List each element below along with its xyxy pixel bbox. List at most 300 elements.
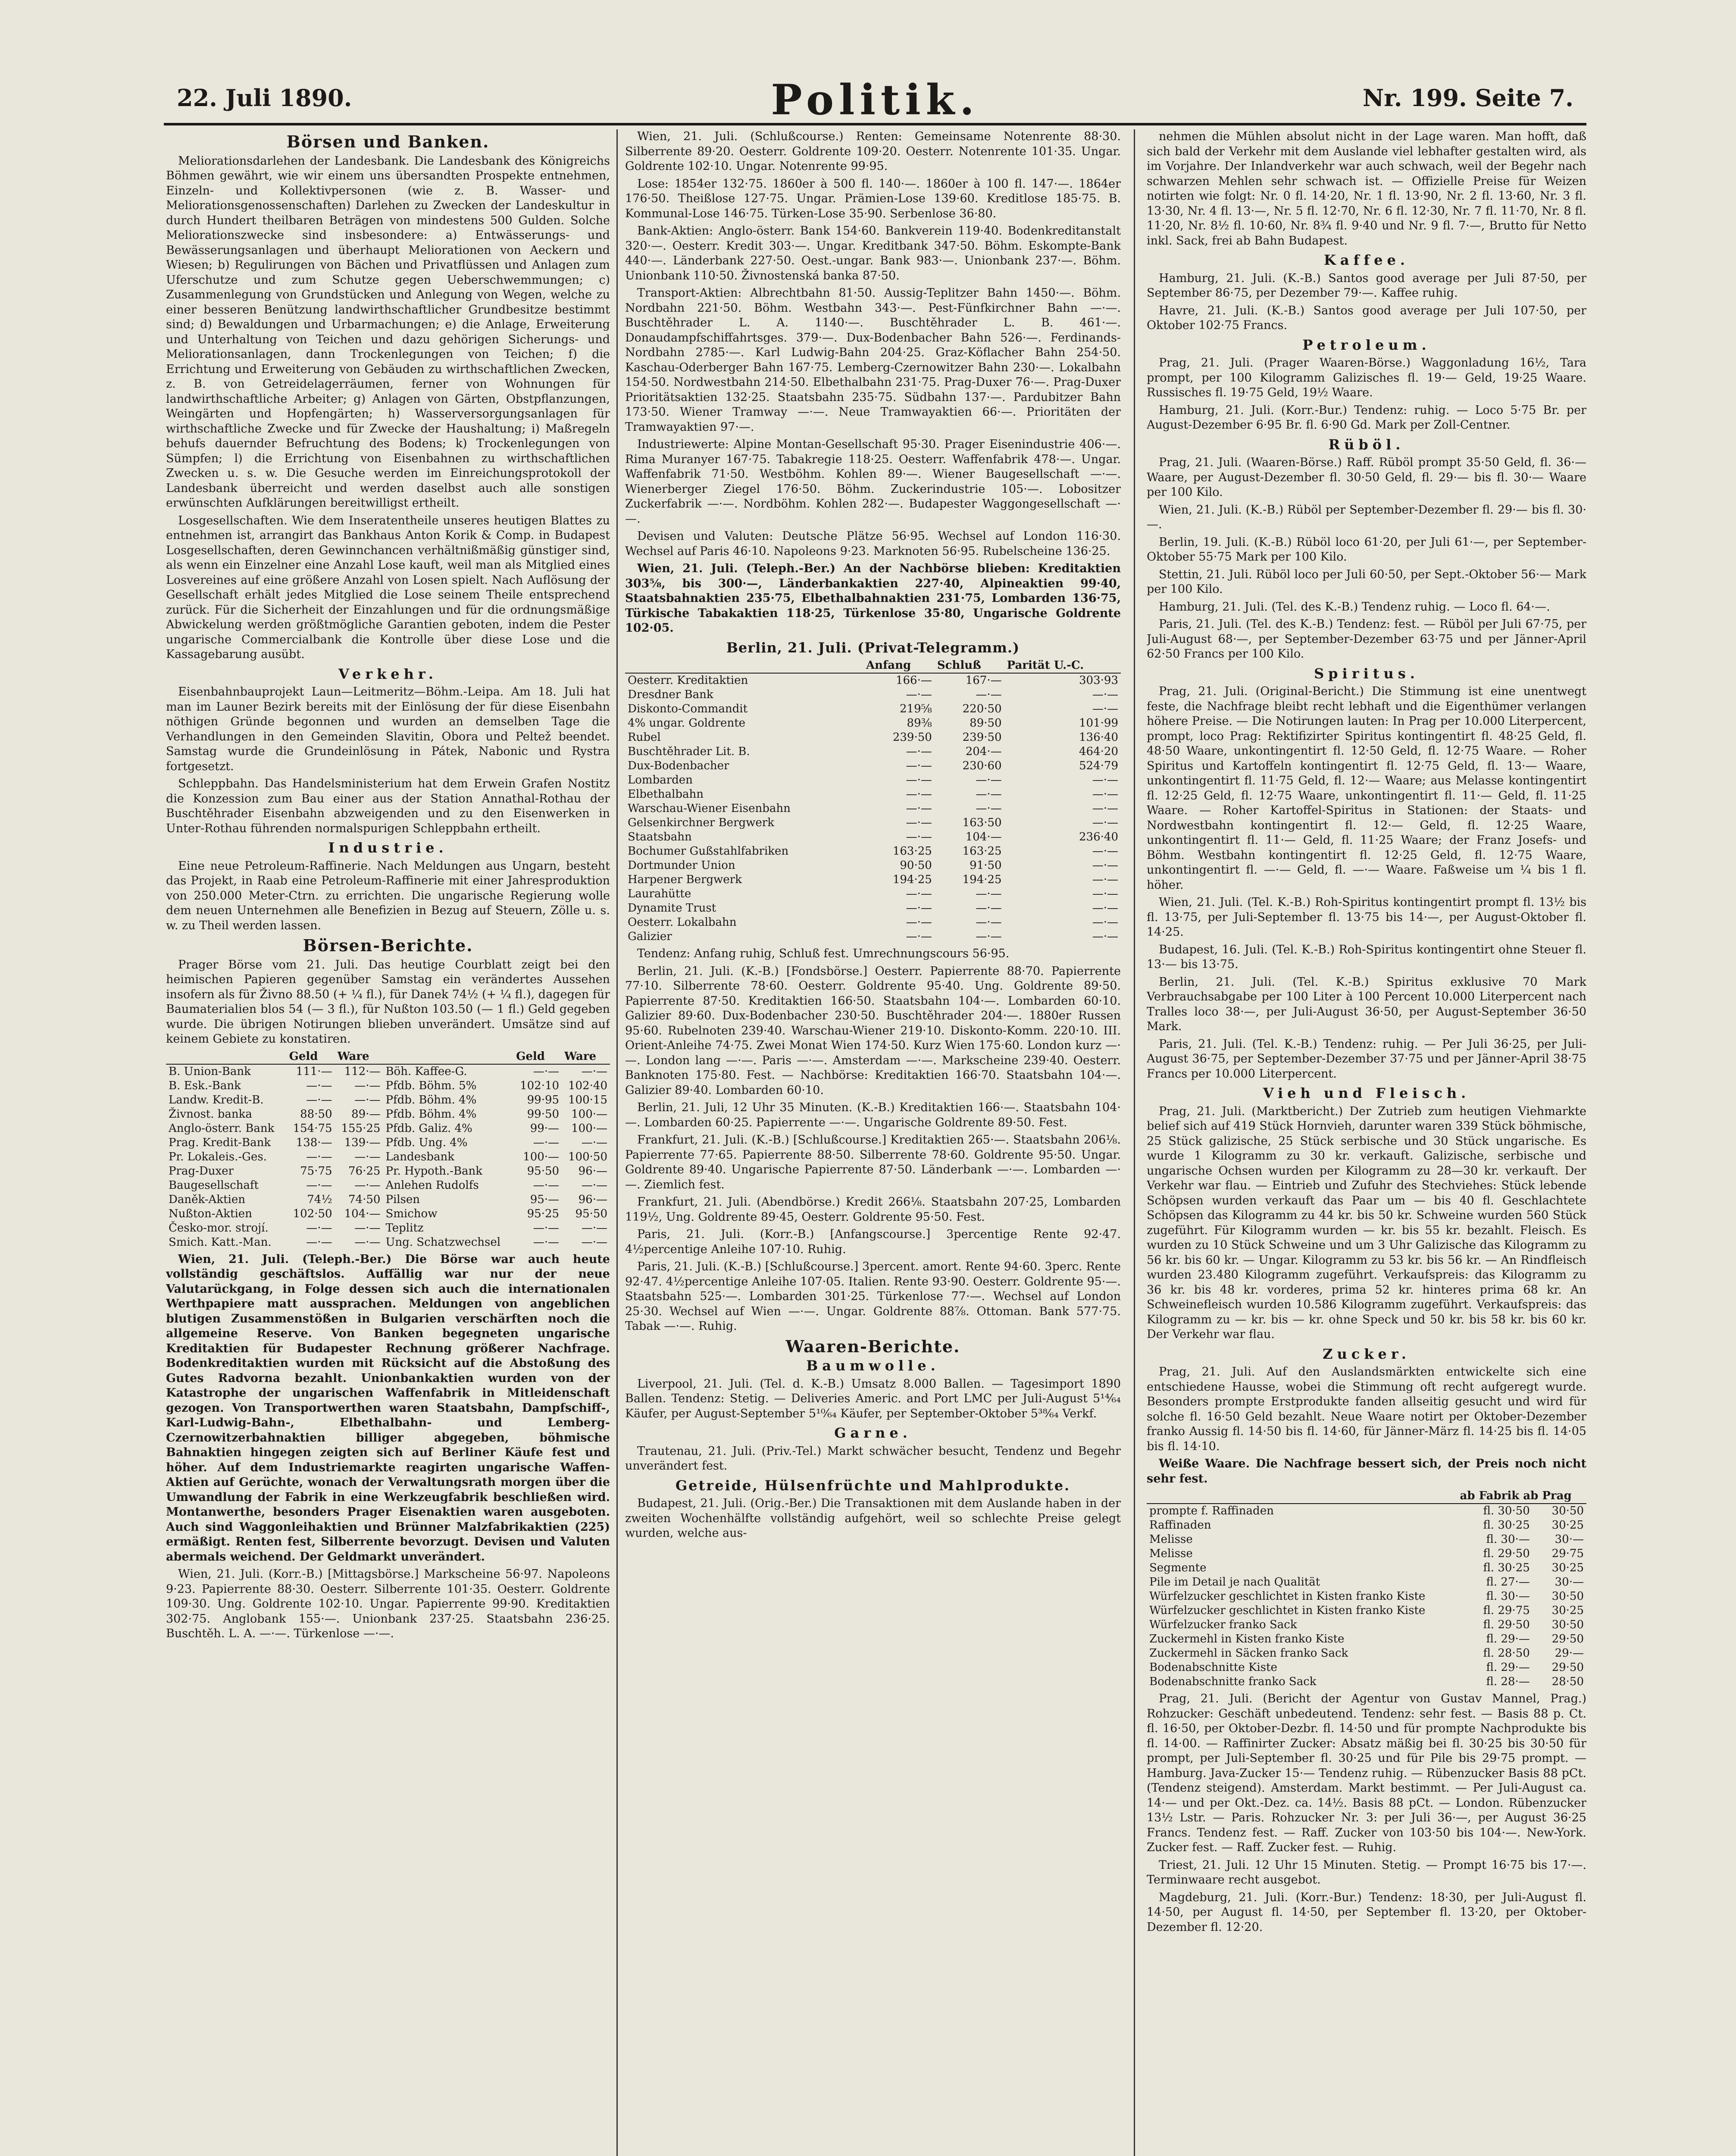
- article-paragraph: Budapest, 21. Juli. (Orig.-Ber.) Die Transaktionen mit dem Auslande haben in der zweiten Wochenhälfte vollständig aufgehört, weil so schlechte Preise gelegt wurden, welche aus-: [625, 1497, 1121, 1540]
- article-paragraph: Lose: 1854er 132·75. 1860er à 500 fl. 140·—. 1860er à 100 fl. 147·—. 1864er 176·50. Theißlose 127·75. Ungar. Prämien-Lose 139·60. Kreditlose 185·75. B. Kommunal-Lose 146·75. Türken-Lose 35·90. Serbenlose 36·80.: [625, 177, 1121, 220]
- table-cell: —·—: [906, 887, 932, 900]
- table-cell: 464·20: [1079, 745, 1118, 758]
- table-cell: —·—: [306, 1150, 332, 1163]
- article-paragraph: Bank-Aktien: Anglo-österr. Bank 154·60. Bankverein 119·40. Bodenkreditanstalt 320·—. Oesterr. Kredit 303·—. Ungar. Kreditbank 347·50. Böhm. Eskompte-Bank 440·—. Länderbank 227·50. Oest.-ungar. Bank 983·—. Unionbank 237·—. Böhm. Unionbank 110·50. Živnostenská banka 87·50.: [625, 224, 1121, 282]
- table-cell: —·—: [1092, 916, 1118, 929]
- table-cell: —·—: [354, 1150, 381, 1163]
- article-paragraph: Prag, 21. Juli. (Original-Bericht.) Die Stimmung ist eine unentwegt feste, die Nachfrage bleibt recht lebhaft und die Eigenthümer verlangen höhere Preise. — Die Notirungen lauten: In Prag per 10.000 Literpercent, prompt, loco Prag: Rektifizirter Spiritus kontingentirt fl. 48·25 Geld, fl. 48·50 Waare, unkontingentirt fl. 12·50 Geld, fl. 12·75 Waare. — Roher Spiritus und Kartoffeln kontingentirt fl. 12·75 Geld, fl. 13·— Waare, unkontingentirt fl. 11·75 Geld, fl. 12·— Waare; aus Melasse kontingentirt fl. 12·25 Geld, fl. 12·75 Waare, unkontingentirt fl. 11·— Geld, fl. 11·25 Waare. — Roher Kartoffel-Spiritus in Stationen: der Staats- und Nordwestbahn kontingentirt fl. 12·— Geld, fl. 12·25 Waare, unkontingentirt fl. 11·— Geld, fl. 11·25 Waare; der Franz Josefs- und Böhm. Westbahn kontingentirt fl. 12·25 Geld, fl. 12·75 Waare, unkontingentirt fl. —·— Geld, fl. —·— Waare. Faßweise um ¼ bis 1 fl. höher.: [1147, 685, 1586, 892]
- article-paragraph: Tendenz: Anfang ruhig, Schluß fest. Umrechnungscours 56·95.: [637, 947, 1010, 960]
- table-cell: —·—: [306, 1093, 332, 1106]
- table-row: [625, 673, 1121, 688]
- table-cell: —·—: [306, 1079, 332, 1092]
- table-cell: 236·40: [1079, 830, 1118, 843]
- table-row: [166, 1221, 610, 1235]
- article-paragraph: Industriewerte: Alpine Montan-Gesellschaft 95·30. Prager Eisenindustrie 406·—. Rima Muranyer 167·75. Tabakregie 118·25. Oesterr. Waffenfabrik 478·—. Ungar. Waffenfabrik 71·50. Westböhm. Kohlen 89·—. Wiener Baugesellschaft —·—. Wienerberger Ziegel 176·50. Böhm. Zuckerindustrie 105·—. Lobositzer Zuckerfabrik —·—. Nordböhm. Kohlen 282·—. Budapester Waggongesellschaft —·—.: [625, 438, 1121, 526]
- table-cell: 102·50: [293, 1207, 332, 1220]
- table-cell: 239·50: [892, 731, 932, 744]
- table-cell: Pfdb. Ung. 4%: [385, 1136, 468, 1149]
- table-cell: 100·—: [571, 1107, 607, 1121]
- table-cell: 28·50: [1551, 1675, 1584, 1688]
- table-cell: Würfelzucker geschlichtet in Kisten franko Kiste: [1149, 1604, 1426, 1617]
- table-row: [1147, 1575, 1586, 1589]
- table-cell: —·—: [1092, 788, 1118, 801]
- table-cell: —·—: [1092, 702, 1118, 715]
- table-row: [625, 887, 1121, 901]
- table-row: [1147, 1561, 1586, 1575]
- table-cell: 99·—: [530, 1122, 560, 1135]
- table-cell: 95·25: [527, 1207, 560, 1220]
- table-header-row: [625, 658, 1121, 673]
- table-row: [1147, 1618, 1586, 1632]
- table-row: [166, 1235, 610, 1250]
- table-cell: 95·50: [527, 1164, 560, 1178]
- table-row: [625, 802, 1121, 816]
- table-cell: fl. 30·—: [1486, 1533, 1530, 1546]
- table-cell: —·—: [533, 1065, 560, 1078]
- table-row: [625, 915, 1121, 930]
- section-title: Waaren-Berichte.: [785, 1336, 960, 1356]
- table-header-cell: Ware: [335, 1050, 383, 1064]
- table-row: [625, 930, 1121, 944]
- article-paragraph: Prag, 21. Juli. (Marktbericht.) Der Zutrieb zum heutigen Viehmarkte belief sich auf 419 Stück Hornvieh, darunter waren 339 Stück böhmische, 25 Stück galizische, 25 Stück serbische und 30 Stück ungarische. Es wurde 1 Kilogramm zu 30 kr. verkauft. Galizische, serbische und ungarische Ochsen wurden per Kilogramm zu 28—30 kr. verkauft. Der Verkehr war flau. — Eintrieb und Zufuhr des Stechviehes: Stück lebende Schöpsen wurden verkauft das Paar um — bis 40 fl. Geschlachtete Schöpsen das Kilogramm zu 44 kr. bis 50 kr. Schweine wurden 560 Stück zugeführt. Für Kilogramm wurden — kr. bis 55 kr. bezahlt. Fleisch. Es wurden zu 10 Stück Schweine und um 3 Uhr Galizische das Kilogramm zu 56 kr. bis 60 kr. — Ungar. Kilogramm zu 53 kr. bis 56 kr. — An Rindfleisch wurden 23.480 Kilogramm zugeführt. Verkaufspreis: das Kilogramm zu 36 kr. bis 48 kr. vorderes, prima 52 kr. hinteres prima 68 kr. An Schweinefleisch wurden 10.586 Kilogramm zugeführt. Verkaufspreis: das Kilogramm zu — kr. bis — kr. ohne Speck und 50 kr. bis 58 kr. bis 60 kr. Der Verkehr war flau.: [1147, 1104, 1586, 1341]
- table-cell: —·—: [354, 1235, 381, 1249]
- table-cell: 100·—: [571, 1122, 607, 1135]
- section-title: Börsen und Banken.: [286, 132, 490, 151]
- article-paragraph: Trautenau, 21. Juli. (Priv.-Tel.) Markt schwächer besucht, Tendenz und Begehr unverändert fest.: [625, 1444, 1121, 1473]
- table-cell: Pr. Lokaleis.-Ges.: [169, 1150, 267, 1163]
- table-cell: —·—: [306, 1221, 332, 1235]
- table-cell: —·—: [976, 916, 1002, 929]
- table-cell: 303·93: [1079, 674, 1118, 687]
- column-2: [625, 129, 1121, 2156]
- table-cell: 95·—: [530, 1193, 560, 1206]
- table-cell: 76·25: [348, 1164, 381, 1178]
- table-header-row: [1147, 1489, 1586, 1504]
- table-row: [625, 859, 1121, 873]
- table-cell: Baugesellschaft: [169, 1178, 259, 1192]
- table-cell: Oesterr. Kreditaktien: [628, 674, 748, 687]
- table-cell: —·—: [354, 1093, 381, 1106]
- prague-quotes-table: [166, 1050, 610, 1250]
- table-cell: fl. 27·—: [1486, 1576, 1530, 1589]
- table-header-cell: ab Fabrik ab Prag: [1458, 1489, 1586, 1504]
- table-row: [1147, 1589, 1586, 1604]
- table-cell: 136·40: [1079, 731, 1118, 744]
- table-cell: Pfdb. Böhm. 5%: [385, 1079, 477, 1092]
- table-cell: 90·50: [900, 859, 932, 872]
- table-header-row: [166, 1050, 610, 1064]
- table-cell: —·—: [533, 1178, 560, 1192]
- table-cell: 138·—: [296, 1136, 332, 1149]
- table-cell: 163·50: [962, 816, 1002, 829]
- table-row: [625, 688, 1121, 702]
- table-cell: 239·50: [962, 731, 1002, 744]
- table-cell: 91·50: [970, 859, 1002, 872]
- table-cell: —·—: [533, 1221, 560, 1235]
- article-paragraph: Magdeburg, 21. Juli. (Korr.-Bur.) Tendenz: 18·30, per Juli-August fl. 14·50, per August fl. 14·50, per September fl. 13·20, per Oktober-Dezember fl. 12·20.: [1147, 1890, 1586, 1934]
- table-cell: 4% ungar. Goldrente: [628, 717, 746, 730]
- table-cell: —·—: [354, 1079, 381, 1092]
- article-paragraph: Paris, 21. Juli. (Korr.-B.) [Anfangscourse.] 3percentige Rente 92·47. 4½percentige Anleihe 107·10. Ruhig.: [625, 1228, 1121, 1256]
- table-cell: Würfelzucker geschlichtet in Kisten franko Kiste: [1149, 1590, 1426, 1603]
- article-paragraph: Prag, 21. Juli. (Prager Waaren-Börse.) Waggonladung 16½, Tara prompt, per 100 Kilogramm Galizisches fl. 19·— Geld, 19·25 Waare. Russisches fl. 19·75 Geld, 19½ Waare.: [1147, 356, 1586, 399]
- table-cell: 30·50: [1551, 1618, 1584, 1631]
- article-paragraph: Wien, 21. Juli. (Teleph.-Ber.) Die Börse war auch heute vollständig geschäftslos. Auffällig war nur der neue Valutarückgang, in Folge dessen sich auch die internationalen Werthpapiere matt aussprachen. Meldungen von angeblichen blutigen Zusammenstößen in Bulgarien verschärften noch die allgemeine Reserve. Von Banken begegneten ungarische Kreditaktien für Budapester Rechnung größerer Nachfrage. Bodenkreditaktien wurden mit Rücksicht auf die Abstoßung des Gutes Radvorna bezahlt. Unionbankaktien wurden von der Katastrophe der ungarischen Waffenfabrik in Mitleidenschaft gezogen. Von Transportwerthen waren Staatsbahn, Dampfschiff-, Karl-Ludwig-Bahn-, Elbethalbahn- und Lemberg-Czernowitzerbahnaktien billiger abgegeben, böhmische Bahnaktien hingegen zeigten sich auf Berliner Käufe fest und höher. Auf dem Industriemarkte reagirten ungarische Waffen-Aktien auf Gerüchte, wonach der Verwaltungsrath morgen über die Umwandlung der Fabrik in eine Werkzeugfabrik beschließen wird. Montanwerthe, besonders Prager Eisenaktien waren ausgeboten. Auch sind Waggonleihaktien und Brünner Malzfabrikaktien (225) ermäßigt. Renten fest, Silberrente bevorzugt. Devisen und Valuten abermals weichend. Der Geldmarkt unverändert.: [166, 1252, 610, 1564]
- table-row: [166, 1064, 610, 1079]
- table-row: [625, 901, 1121, 915]
- table-cell: 219⅝: [900, 702, 932, 715]
- table-cell: Harpener Bergwerk: [628, 873, 742, 886]
- table-cell: —·—: [581, 1235, 607, 1249]
- section-subtitle: Vieh und Fleisch.: [1263, 1085, 1470, 1101]
- table-cell: —·—: [1092, 816, 1118, 829]
- table-cell: fl. 29·—: [1486, 1661, 1530, 1674]
- table-cell: Nußton-Aktien: [169, 1207, 252, 1220]
- table-cell: —·—: [581, 1221, 607, 1235]
- table-row: [625, 745, 1121, 759]
- column-divider: [616, 129, 618, 2156]
- table-cell: 194·25: [962, 873, 1002, 886]
- table-cell: Elbethalbahn: [628, 788, 704, 801]
- article-paragraph: Wien, 21. Juli. (Tel. K.-B.) Roh-Spiritus kontingentirt prompt fl. 13½ bis fl. 13·75, per Juli-September fl. 13·75 bis 14·—, per August-Oktober fl. 14·25.: [1147, 896, 1586, 939]
- table-cell: 100·50: [568, 1150, 607, 1163]
- table-cell: Smich. Katt.-Man.: [169, 1235, 272, 1249]
- table-header-cell: [383, 1050, 513, 1064]
- table-row: [625, 759, 1121, 773]
- table-cell: —·—: [906, 916, 932, 929]
- table-cell: 194·25: [892, 873, 932, 886]
- table-cell: —·—: [1092, 802, 1118, 815]
- table-cell: 100·15: [568, 1093, 607, 1106]
- table-cell: 29·50: [1551, 1661, 1584, 1674]
- article-paragraph: Wien, 21. Juli. (Teleph.-Ber.) An der Nachbörse blieben: Kreditaktien 303⅝, bis 300·—, Länderbankaktien 227·40, Alpineaktien 99·40, Staatsbahnaktien 235·75, Elbethalbahnaktien 231·75, Lombarden 136·75, Türkische Tabakaktien 118·25, Türkenlose 35·80, Ungarische Goldrente 102·05.: [625, 562, 1121, 635]
- table-row: [625, 702, 1121, 716]
- section-subtitle: Rüböl.: [1328, 436, 1405, 453]
- table-row: [1147, 1604, 1586, 1618]
- table-cell: fl. 28·—: [1486, 1675, 1530, 1688]
- article-paragraph: Prag, 21. Juli. (Waaren-Börse.) Raff. Rüböl prompt 35·50 Geld, fl. 36·— Waare, per August-Dezember fl. 30·50 Geld, fl. 29·— bis fl. 30·— Waare per 100 Kilo.: [1147, 456, 1586, 499]
- section-title: Börsen-Berichte.: [303, 936, 473, 955]
- table-cell: Staatsbahn: [628, 830, 692, 843]
- table-cell: fl. 29·75: [1483, 1604, 1530, 1617]
- table-header-cell: Schluß: [935, 658, 1004, 673]
- table-header-cell: [625, 658, 863, 673]
- table-cell: —·—: [306, 1235, 332, 1249]
- table-row: [166, 1150, 610, 1164]
- table-cell: 75·75: [300, 1164, 332, 1178]
- article-paragraph: Transport-Aktien: Albrechtbahn 81·50. Aussig-Teplitzer Bahn 1450·—. Böhm. Nordbahn 221·50. Böhm. Westbahn 343·—. Pest-Fünfkirchner Bahn —·—. Buschtěhrader L. A. 1140·—. Buschtěhrader L. B. 461·—. Donaudampfschiffahrtsges. 379·—. Dux-Bodenbacher Bahn 526·—. Ferdinands-Nordbahn 2785·—. Karl Ludwig-Bahn 204·25. Graz-Köflacher Bahn 254·50. Kaschau-Oderberger Bahn 167·75. Lemberg-Czernowitzer Bahn 230·—. Lokalbahn 154·50. Nordwestbahn 214·50. Elbethalbahn 231·75. Prag-Duxer 76·—. Prag-Duxer Prioritätsaktien 132·25. Staatsbahn 235·75. Südbahn 137·—. Pardubitzer Bahn 173·50. Wiener Tramway —·—. Neue Tramwayaktien 66·—. Prioritäten der Tramwayaktien 97·—.: [625, 286, 1121, 434]
- table-cell: Rubel: [628, 731, 661, 744]
- table-row: [625, 716, 1121, 730]
- sugar-prices-table: [1147, 1489, 1586, 1689]
- table-cell: Landw. Kredit-B.: [169, 1093, 264, 1106]
- table-cell: —·—: [306, 1178, 332, 1192]
- table-cell: 163·25: [892, 845, 932, 858]
- section-subtitle: Zucker.: [1323, 1345, 1411, 1362]
- table-cell: 104·—: [965, 830, 1002, 843]
- table-cell: —·—: [1092, 845, 1118, 858]
- table-cell: —·—: [581, 1178, 607, 1192]
- table-cell: 96·—: [578, 1193, 607, 1206]
- table-cell: 30·25: [1551, 1561, 1584, 1574]
- table-cell: Pile im Detail je nach Qualität: [1149, 1576, 1320, 1589]
- table-row: [166, 1107, 610, 1122]
- table-cell: —·—: [976, 788, 1002, 801]
- table-cell: —·—: [1092, 902, 1118, 915]
- table-cell: 99·95: [527, 1093, 560, 1106]
- table-cell: fl. 29·—: [1486, 1633, 1530, 1645]
- table-cell: —·—: [906, 830, 932, 843]
- column-divider: [1134, 129, 1135, 2156]
- table-cell: —·—: [906, 802, 932, 815]
- table-row: [625, 773, 1121, 787]
- table-header-cell: [166, 1050, 287, 1064]
- table-cell: Melisse: [1149, 1547, 1193, 1560]
- table-row: [166, 1193, 610, 1207]
- table-cell: —·—: [906, 774, 932, 787]
- table-cell: —·—: [581, 1065, 607, 1078]
- header-title: Politik.: [771, 75, 979, 124]
- section-subtitle: Baumwolle.: [806, 1357, 940, 1374]
- table-cell: —·—: [1092, 859, 1118, 872]
- table-cell: —·—: [906, 902, 932, 915]
- article-paragraph: Berlin, 21. Juli. (K.-B.) [Fondsbörse.] Oesterr. Papierrente 88·70. Papierrente 77·10. Silberrente 78·60. Oesterr. Goldrente 95·40. Ung. Goldrente 89·50. Papierrente 87·50. Kreditaktien 166·50. Staatsbahn 104·—. Lombarden 60·10. Galizier 89·60. Dux-Bodenbacher 230·50. Buschtěhrader 204·—. 1880er Russen 95·60. Rubelnoten 239·40. Warschau-Wiener 219·10. Diskonto-Komm. 220·10. III. Orient-Anleihe 74·75. Zwei Monat Wien 174·50. Kurz Wien 175·60. London kurz —·—. London lang —·—. Paris —·—. Amsterdam —·—. Markscheine 239·40. Oesterr. Banknoten 175·80. Fest. — Nachbörse: Kreditaktien 166·70. Staatsbahn 104·—. Galizier 89·40. Lombarden 60·10.: [625, 964, 1121, 1097]
- table-cell: 155·25: [341, 1122, 381, 1135]
- table-cell: Pfdb. Böhm. 4%: [385, 1093, 477, 1106]
- table-row: [166, 1093, 610, 1107]
- table-cell: —·—: [1092, 688, 1118, 701]
- header-date: 22. Juli 1890.: [177, 84, 352, 112]
- table-cell: 29·75: [1551, 1547, 1584, 1560]
- table-cell: fl. 30·25: [1483, 1561, 1530, 1574]
- table-cell: Galizier: [628, 930, 672, 943]
- article-paragraph: Stettin, 21. Juli. Rüböl loco per Juli 60·50, per Sept.-Oktober 56·— Mark per 100 Kilo.: [1147, 567, 1586, 596]
- table-row: [166, 1164, 610, 1178]
- table-cell: 89⅜: [907, 717, 932, 730]
- table-cell: Bodenabschnitte franko Sack: [1149, 1675, 1317, 1688]
- article-paragraph: Wien, 21. Juli. (Schlußcourse.) Renten: Gemeinsame Notenrente 88·30. Silberrente 89·20. Oesterr. Goldrente 109·20. Oesterr. Notenrente 101·35. Ungar. Goldrente 102·10. Ungar. Notenrente 99·95.: [625, 130, 1121, 173]
- table-cell: Ung. Schatzwechsel: [385, 1235, 501, 1249]
- table-cell: Landesbank: [385, 1150, 454, 1163]
- table-row: [625, 730, 1121, 745]
- section-subtitle: Verkehr.: [338, 665, 438, 682]
- page-header: [164, 75, 1586, 125]
- table-cell: 74½: [307, 1193, 332, 1206]
- article-paragraph: Liverpool, 21. Juli. (Tel. d. K.-B.) Umsatz 8.000 Ballen. — Tagesimport 1890 Ballen. Tendenz: Stetig. — Deliveries Americ. and Port LMC per Juli-August 5¹⁴⁄₆₄ Käufer, per August-September 5¹⁰⁄₆₄ Käufer, per September-Oktober 5³⁸⁄₆₄ Verkf.: [625, 1377, 1121, 1420]
- table-cell: Pfdb. Böhm. 4%: [385, 1107, 477, 1121]
- table-cell: Bodenabschnitte Kiste: [1149, 1661, 1277, 1674]
- article-paragraph: Weiße Waare. Die Nachfrage bessert sich, der Preis noch nicht sehr fest.: [1147, 1457, 1586, 1485]
- table-cell: Dortmunder Union: [628, 859, 735, 872]
- table-cell: 112·—: [344, 1065, 381, 1078]
- table-cell: Segmente: [1149, 1561, 1207, 1574]
- table-row: [625, 873, 1121, 887]
- table-cell: 29·50: [1551, 1633, 1584, 1645]
- article-paragraph: Paris, 21. Juli. (Tel. des K.-B.) Tendenz: fest. — Rüböl per Juli 67·75, per Juli-August 68·—, per September-Dezember 63·75 und per Jänner-April 62·50 Francs per 100 Kilo.: [1147, 617, 1586, 661]
- table-cell: Pr. Hypoth.-Bank: [385, 1164, 483, 1178]
- article-paragraph: Eine neue Petroleum-Raffinerie. Nach Meldungen aus Ungarn, besteht das Projekt, in Raab eine Petroleum-Raffinerie mit einer Jahresproduktion von 250.000 Meter-Ctrn. zu errichten. Die ungarische Regierung wolle dem neuen Unternehmen alle Benefizien in Bezug auf Steuern, Zölle u. s. w. zu Theil werden lassen.: [166, 859, 610, 932]
- table-header-cell: Anfang: [863, 658, 935, 673]
- table-cell: 163·25: [962, 845, 1002, 858]
- article-paragraph: Hamburg, 21. Juli. (K.-B.) Santos good average per Juli 87·50, per September 86·75, per Dezember 79·—. Kaffee ruhig.: [1147, 271, 1586, 300]
- table-row: [166, 1079, 610, 1093]
- table-cell: —·—: [976, 774, 1002, 787]
- table-cell: Pfdb. Galiz. 4%: [385, 1122, 472, 1135]
- table-row: [1147, 1532, 1586, 1547]
- table-cell: 101·99: [1079, 717, 1118, 730]
- table-cell: 524·79: [1079, 759, 1118, 772]
- section-subtitle: Industrie.: [328, 840, 448, 856]
- article-paragraph: Wien, 21. Juli. (K.-B.) Rüböl per September-Dezember fl. 29·— bis fl. 30·—.: [1147, 503, 1586, 531]
- table-cell: 30·25: [1551, 1519, 1584, 1532]
- article-paragraph: Prager Börse vom 21. Juli. Das heutige Courblatt zeigt bei den heimischen Papieren gegenüber Samstag ein verändertes Aussehen insofern als für Živno 88.50 (+ ¼ fl.), für Danek 74½ (+ ¼ fl.), dagegen für Baumaterialien blos 54 (— 3 fl.), für Nußton 103.50 (— 1 fl.) Geld gegeben wurde. Die übrigen Notirungen blieben unverändert. Umsätze sind auf keinem Gebiete zu konstatiren.: [166, 958, 610, 1046]
- table-cell: 96·—: [578, 1164, 607, 1178]
- table-row: [1147, 1661, 1586, 1675]
- table-row: [166, 1207, 610, 1221]
- table-row: [625, 816, 1121, 830]
- table-cell: —·—: [1092, 774, 1118, 787]
- table-cell: —·—: [976, 688, 1002, 701]
- table-cell: —·—: [976, 802, 1002, 815]
- article-paragraph: Losgesellschaften. Wie dem Inseratentheile unseres heutigen Blattes zu entnehmen ist, arrangirt das Bankhaus Anton Korik & Comp. in Budapest Losgesellschaften, deren Gewinnchancen verhältnißmäßig günstiger sind, als wenn ein Einzelner eine Anzahl Lose kauft, weil man als Mitglied eines Losvereines auf eine größere Anzahl von Losen spielt. Nach Auflösung der Gesellschaft erhält jedes Mitglied die Lose seinem Theile entsprechend zurück. Für die Sicherheit der Einzahlungen und für die ordnungsmäßige Abwickelung werden größtmögliche Garantien geboten, indem die Pester ungarische Commercialbank die Kontrolle über diese Lose und die Kassagebarung ausübt.: [166, 514, 610, 661]
- table-cell: fl. 28·50: [1483, 1647, 1530, 1660]
- table-header-cell: Geld: [287, 1050, 335, 1064]
- table-cell: fl. 29·50: [1483, 1547, 1530, 1560]
- table-cell: 88·50: [300, 1107, 332, 1121]
- table-cell: —·—: [1092, 930, 1118, 943]
- table-cell: Daněk-Aktien: [169, 1193, 245, 1206]
- article-paragraph: nehmen die Mühlen absolut nicht in der Lage waren. Man hofft, daß sich bald der Verkehr mit dem Auslande viel lebhafter gestalten wird, als im Vorjahre. Der Inlandverkehr war auch schwach, weil der Begehr nach schwarzen Mehlen sehr schwach ist. — Offizielle Preise für Weizen notirten wie folgt: Nr. 0 fl. 14·20, Nr. 1 fl. 13·90, Nr. 2 fl. 13·60, Nr. 3 fl. 13·30, Nr. 4 fl. 13·—, Nr. 5 fl. 12·70, Nr. 6 fl. 12·30, Nr. 7 fl. 11·70, Nr. 8 fl. 11·20, Nr. 8½ fl. 10·60, Nr. 8¾ fl. 9·40 und Nr. 9 fl. 7·—, Brutto für Netto inkl. Sack, frei ab Bahn Budapest.: [1147, 130, 1586, 248]
- article-paragraph: Prag, 21. Juli. (Bericht der Agentur von Gustav Mannel, Prag.) Rohzucker: Geschäft unbedeutend. Tendenz: sehr fest. — Basis 88 p. Ct. fl. 16·50, per Oktober-Dezbr. fl. 14·50 und für prompte Nachprodukte bis fl. 14·00. — Raffinirter Zucker: Absatz mäßig bei fl. 30·25 bis 30·50 für prompt, per Juli-September fl. 30·25 und für Pile bis 29·75 prompt. — Hamburg. Java-Zucker 15·— Tendenz ruhig. — Rübenzucker Basis 88 pCt. (Tendenz steigend). Amsterdam. Markt bestimmt. — Per Juli-August ca. 14·— und per Okt.-Dez. ca. 14½. Basis 88 pCt. — London. Rübenzucker 13½ Lstr. — Paris. Rohzucker Nr. 3: per Juli 36·—, per August 36·25 Francs. Tendenz fest. — Raff. Zucker von 103·50 bis 104·—. New-York. Zucker fest. — Raff. Zucker fest. — Ruhig.: [1147, 1692, 1586, 1854]
- table-cell: —·—: [1092, 873, 1118, 886]
- table-cell: 102·40: [568, 1079, 607, 1092]
- table-cell: —·—: [354, 1221, 381, 1235]
- article-paragraph: Hamburg, 21. Juli. (Korr.-Bur.) Tendenz: ruhig. — Loco 5·75 Br. per August-Dezember 6·95 Br. fl. 6·90 Gd. Mark per Zoll-Centner.: [1147, 403, 1586, 432]
- table-cell: 30·50: [1551, 1504, 1584, 1517]
- section-subtitle: Getreide, Hülsenfrüchte und Mahlprodukte.: [675, 1477, 1071, 1494]
- table-cell: B. Union-Bank: [169, 1065, 251, 1078]
- table-cell: Melisse: [1149, 1533, 1193, 1546]
- article-paragraph: Berlin, 21. Juli. (Tel. K.-B.) Spiritus exklusive 70 Mark Verbrauchsabgabe per 100 Liter à 100 Percent 10.000 Literpercent nach Tralles loco 38·—, per Juli-August 36·50, per August-September 36·50 Mark.: [1147, 975, 1586, 1033]
- table-row: [1147, 1547, 1586, 1561]
- table-cell: —·—: [581, 1136, 607, 1149]
- table-cell: 30·—: [1555, 1576, 1584, 1589]
- table-cell: Česko-mor. strojí.: [169, 1221, 269, 1235]
- table-cell: 154·75: [293, 1122, 332, 1135]
- table-cell: —·—: [906, 788, 932, 801]
- article-paragraph: Budapest, 16. Juli. (Tel. K.-B.) Roh-Spiritus kontingentirt ohne Steuer fl. 13·— bis 13·75.: [1147, 943, 1586, 971]
- table-cell: Raffinaden: [1149, 1519, 1211, 1532]
- table-cell: 167·—: [965, 674, 1002, 687]
- table-cell: Würfelzucker franko Sack: [1149, 1618, 1297, 1631]
- section-subtitle: Petroleum.: [1302, 336, 1431, 353]
- berlin-table-title: Berlin, 21. Juli. (Privat-Telegramm.): [726, 639, 1020, 656]
- article-paragraph: Prag, 21. Juli. Auf den Auslandsmärkten entwickelte sich eine entschiedene Hausse, wobei die Stimmung oft recht aufgeregt wurde. Besonders prompte Erstprodukte fanden allseitig gesucht und wird für solche fl. 16·50 Geld bezahlt. Neue Waare notirt per Oktober-Dezember franko Aussig fl. 14·50 bis fl. 14·60, für Jänner-März fl. 14·25 bis fl. 14·05 bis fl. 14·10.: [1147, 1365, 1586, 1453]
- table-cell: —·—: [533, 1235, 560, 1249]
- table-cell: Dresdner Bank: [628, 688, 713, 701]
- table-cell: 30·—: [1555, 1533, 1584, 1546]
- section-subtitle: Garne.: [834, 1425, 912, 1441]
- table-row: [1147, 1646, 1586, 1661]
- table-cell: —·—: [906, 930, 932, 943]
- table-cell: fl. 30·50: [1483, 1504, 1530, 1517]
- table-cell: Gelsenkirchner Bergwerk: [628, 816, 774, 829]
- table-row: [166, 1136, 610, 1150]
- table-cell: —·—: [906, 816, 932, 829]
- table-cell: 204·—: [965, 745, 1002, 758]
- table-header-cell: Geld: [513, 1050, 562, 1064]
- table-row: [166, 1178, 610, 1193]
- table-cell: 29·—: [1555, 1647, 1584, 1660]
- table-cell: —·—: [976, 902, 1002, 915]
- table-cell: Diskonto-Commandit: [628, 702, 748, 715]
- table-cell: —·—: [906, 688, 932, 701]
- table-cell: —·—: [533, 1136, 560, 1149]
- table-row: [1147, 1632, 1586, 1646]
- table-cell: 95·50: [575, 1207, 607, 1220]
- article-paragraph: Eisenbahnbauprojekt Laun—Leitmeritz—Böhm.-Leipa. Am 18. Juli hat man im Launer Bezirk bereits mit der Einlösung der für diese Eisenbahn nöthigen Gründe begonnen und wurden an demselben Tage die Verhandlungen in den Gemeinden Slavitin, Obora und Peltež beendet. Samstag wurde die Grundeinlösung in Pátek, Nabonic und Rystra fortgesetzt.: [166, 685, 610, 773]
- table-row: [1147, 1518, 1586, 1532]
- table-cell: Bochumer Gußstahlfabriken: [628, 845, 789, 858]
- table-cell: Lombarden: [628, 774, 693, 787]
- table-cell: Laurahütte: [628, 887, 691, 900]
- table-cell: —·—: [354, 1178, 381, 1192]
- article-paragraph: Paris, 21. Juli. (K.-B.) [Schlußcourse.] 3percent. amort. Rente 94·60. 3perc. Rente 92·47. 4½percentige Anleihe 107·05. Italien. Rente 93·90. Oesterr. Goldrente 95·—. Staatsbahn 525·—. Lombarden 301·25. Türkenlose 77·—. Wechsel auf London 25·30. Wechsel auf Wien —·—. Ungar. Goldrente 88⅞. Ottoman. Bank 577·75. Tabak —·—. Ruhig.: [625, 1260, 1121, 1333]
- table-cell: Anlehen Rudolfs: [385, 1178, 479, 1192]
- header-page-number: Nr. 199. Seite 7.: [1362, 84, 1573, 112]
- article-paragraph: Paris, 21. Juli. (Tel. K.-B.) Tendenz: ruhig. — Per Juli 36·25, per Juli-August 36·75, per September-Dezember 37·75 und per Jänner-April 38·75 Francs per 10.000 Literpercent.: [1147, 1037, 1586, 1081]
- table-cell: 104·—: [344, 1207, 381, 1220]
- table-cell: Zuckermehl in Kisten franko Kiste: [1149, 1633, 1345, 1645]
- table-cell: 89·50: [970, 717, 1002, 730]
- article-paragraph: Triest, 21. Juli. 12 Uhr 15 Minuten. Stetig. — Prompt 16·75 bis 17·—. Terminwaare recht ausgebot.: [1147, 1858, 1586, 1887]
- table-cell: Warschau-Wiener Eisenbahn: [628, 802, 791, 815]
- table-cell: Smichow: [385, 1207, 438, 1220]
- table-row: [1147, 1675, 1586, 1689]
- article-paragraph: Meliorationsdarlehen der Landesbank. Die Landesbank des Königreichs Böhmen gewährt, wie wir einem uns übersandten Prospekte entnehmen, Einzeln- und Kollektivpersonen (wie z. B. Wasser- und Meliorationsgenossenschaften) Darlehen zu Zwecken der Landeskultur in durch Hundert theilbaren Beträgen von mindestens 500 Gulden. Solche Meliorationszwecke sind insbesondere: a) Entwässerungs- und Bewässerungsanlagen und überhaupt Meliorationen von Aeckern und Wiesen; b) Regulirungen von Bächen und Privatflüssen und Anlagen zum Uferschutze und zum Schutze gegen Ueberschwemmungen; c) Zusammenlegung von Grundstücken und Anlegung von Wegen, welche zu einer besseren Benützung landwirthschaftlicher Grundbesitze bestimmt sind; d) Bewaldungen und Urbarmachungen; e) die Anlage, Erweiterung und Unterhaltung von Teichen und dazu gehörigen Sicherungs- und Meliorationsanlagen, dann Trockenlegungen von Teichen; f) die Errichtung und Erweiterung von Gebäuden zu wirthschaftlichen Zwecken, z. B. von Getreidelagerräumen, ferner von Wohnungen für landwirthschaftliche Arbeiter; g) Anlagen von Gärten, Obstpflanzungen, Weingärten und Hopfengärten; h) Wasserversorgungsanlagen für wirthschaftliche Zwecke und für Zwecke der Haushaltung; i) Maßregeln behufs dauernder Befruchtung des Bodens; k) Trockenlegungen von Sümpfen; l) die Errichtung von Eisenbahnen zu wirthschaftlichen Zwecken u. s. w. Die Gesuche werden im Einreichungsprotokoll der Landesbank überreicht und werden daselbst auch alle sonstigen erwünschten Aufklärungen bereitwilligst ertheilt.: [166, 154, 610, 510]
- article-paragraph: Hamburg, 21. Juli. (Tel. des K.-B.) Tendenz ruhig. — Loco fl. 64·—.: [1159, 600, 1550, 614]
- table-cell: Živnost. banka: [169, 1107, 252, 1121]
- table-cell: 30·25: [1551, 1604, 1584, 1617]
- section-subtitle: Spiritus.: [1314, 665, 1419, 682]
- berlin-quotes-table: [625, 658, 1121, 944]
- table-cell: —·—: [976, 887, 1002, 900]
- table-header-cell: [1147, 1489, 1458, 1504]
- table-row: [625, 787, 1121, 802]
- table-cell: —·—: [906, 759, 932, 772]
- table-cell: 166·—: [895, 674, 932, 687]
- table-cell: Dux-Bodenbacher: [628, 759, 729, 772]
- table-cell: Buschtěhrader Lit. B.: [628, 745, 750, 758]
- table-cell: Pilsen: [385, 1193, 420, 1206]
- table-cell: Böh. Kaffee-G.: [385, 1065, 467, 1078]
- table-cell: fl. 30·25: [1483, 1519, 1530, 1532]
- column-1: [166, 129, 610, 2156]
- article-paragraph: Frankfurt, 21. Juli. (K.-B.) [Schlußcourse.] Kreditaktien 265·—. Staatsbahn 206⅛. Papierrente 77·65. Papierrente 88·50. Silberrente 78·60. Goldrente 95·50. Ungar. Goldrente 89·40. Ungarische Papierrente 87·50. Länderbank —·—. Lombarden —·—. Ziemlich fest.: [625, 1133, 1121, 1191]
- table-cell: —·—: [906, 745, 932, 758]
- table-cell: fl. 29·50: [1483, 1618, 1530, 1631]
- table-cell: 99·50: [527, 1107, 560, 1121]
- article-paragraph: Havre, 21. Juli. (K.-B.) Santos good average per Juli 107·50, per Oktober 102·75 Francs.: [1147, 304, 1586, 332]
- table-cell: 139·—: [344, 1136, 381, 1149]
- table-cell: 100·—: [523, 1150, 560, 1163]
- article-paragraph: Schleppbahn. Das Handelsministerium hat dem Erwein Grafen Nostitz die Konzession zum Bau einer aus der Station Annathal-Rothau der Buschtěhrader Eisenbahn abzweigenden und zu den Eisenwerken in Unter-Rothau führenden normalspurigen Schleppbahn ertheilt.: [166, 777, 610, 835]
- article-paragraph: Devisen und Valuten: Deutsche Plätze 56·95. Wechsel auf London 116·30. Wechsel auf Paris 46·10. Napoleons 9·23. Marknoten 56·95. Rubelscheine 136·25.: [625, 530, 1121, 558]
- table-cell: 102·10: [520, 1079, 560, 1092]
- table-row: [625, 830, 1121, 844]
- table-cell: Zuckermehl in Säcken franko Sack: [1149, 1647, 1348, 1660]
- table-cell: 220·50: [962, 702, 1002, 715]
